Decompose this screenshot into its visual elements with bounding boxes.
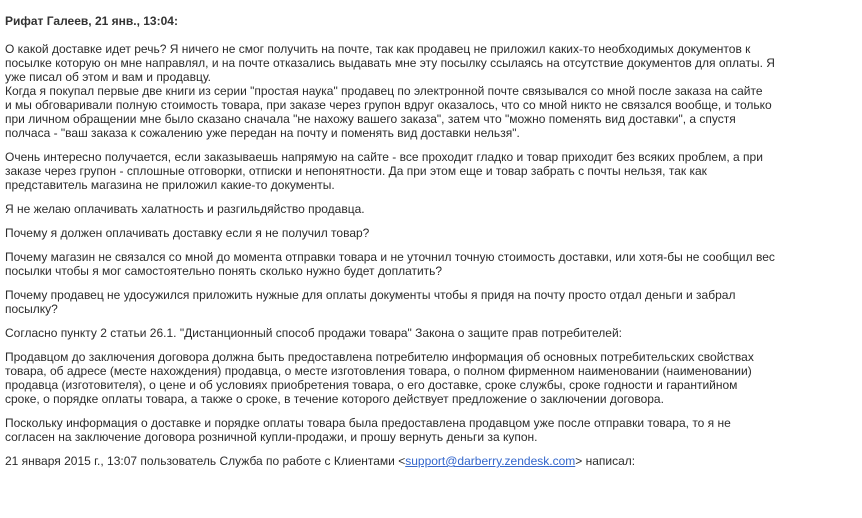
message-paragraph [5, 326, 785, 340]
paragraph-line: при личном обращении мне было сказано сначала "не нахожу вашего заказа", затем что "можно поменять вид доставки", а спустя [5, 112, 736, 126]
paragraph-line: товара, об адресе (месте нахождения) продавца, о месте изготовления товара, о полном фирменном наименовании (наименовании) [5, 364, 752, 378]
paragraph-line: Согласно пункту 2 статьи 26.1. "Дистанционный способ продажи товара" Закона о защите прав потребителей: [5, 326, 622, 340]
paragraph-line: уже писал об этом и вам и продавцу. [5, 70, 211, 84]
paragraph-line: Почему продавец не удосужился приложить нужные для оплаты документы чтобы я придя на почту просто отдал деньги и забрал [5, 288, 736, 302]
paragraph-line: Очень интересно получается, если заказываешь напрямую на сайте - все проходит гладко и товар приходит без всяких проблем, а при [5, 150, 763, 164]
email-message [5, 14, 785, 468]
message-paragraph [5, 250, 785, 278]
paragraph-line: Почему магазин не связался со мной до момента отправки товара и не уточнил точную стоимость доставки, или хотя-бы не сообщил вес [5, 250, 775, 264]
paragraph-line: сроке, о порядке оплаты товара, а также о сроке, в течение которого действует предложение о заключении договора. [5, 392, 664, 406]
quote-header [5, 454, 785, 468]
paragraph-line: представитель магазина не приложил какие-то документы. [5, 178, 335, 192]
message-paragraph [5, 350, 785, 406]
message-paragraph [5, 42, 785, 140]
paragraph-line: Почему я должен оплачивать доставку если я не получил товар? [5, 226, 370, 240]
quote-prefix: 21 января 2015 г., 13:07 пользователь Служба по работе с Клиентами < [5, 454, 406, 468]
support-email-link[interactable]: support@darberry.zendesk.com [405, 454, 576, 468]
paragraph-line: посылки чтобы я мог самостоятельно понять сколько нужно будет доплатить? [5, 264, 443, 278]
paragraph-line: Продавцом до заключения договора должна быть предоставлена потребителю информация об основных потребительских свойствах [5, 350, 754, 364]
paragraph-line: посылку? [5, 302, 58, 316]
paragraph-line: Когда я покупал первые две книги из серии "простая наука" продавец по электронной почте связывался со мной после заказа на сайте [5, 84, 763, 98]
message-body [5, 42, 785, 444]
paragraph-line: посылке которую он мне направлял, и на почте отказались выдавать мне эту посылку ссылаясь на отсутствие документов для оплаты. Я [5, 56, 775, 70]
quote-suffix: > написал: [575, 454, 636, 468]
paragraph-line: и мы обговаривали полную стоимость товара, при заказе через групон вдруг оказалось, что со мной никто не связался вообще, и только [5, 98, 772, 112]
message-paragraph [5, 288, 785, 316]
message-paragraph [5, 150, 785, 192]
paragraph-line: Поскольку информация о доставке и порядке оплаты товара была предоставлена продавцом уже после отправки товара, то я не [5, 416, 731, 430]
message-paragraph [5, 226, 785, 240]
paragraph-line: Я не желаю оплачивать халатность и разгильдяйство продавца. [5, 202, 365, 216]
message-paragraph [5, 202, 785, 216]
message-paragraph [5, 416, 785, 444]
paragraph-line: заказе через групон - сплошные отговорки, отписки и непонятности. Да при этом еще и товар забрать с почты нельзя, так как [5, 164, 707, 178]
paragraph-line: О какой доставке идет речь? Я ничего не смог получить на почте, так как продавец не приложил каких-то необходимых документов к [5, 42, 751, 56]
message-author-date: Рифат Галеев, 21 янв., 13:04: [5, 14, 178, 28]
paragraph-line: согласен на заключение договора розничной купли-продажи, и прошу вернуть деньги за купон. [5, 430, 538, 444]
paragraph-line: полчаса - "ваш заказа к сожалению уже передан на почту и поменять вид доставки нельзя". [5, 126, 520, 140]
paragraph-line: продавца (изготовителя), о цене и об условиях приобретения товара, о его доставке, сроке службы, сроке годности и гарантийном [5, 378, 738, 392]
